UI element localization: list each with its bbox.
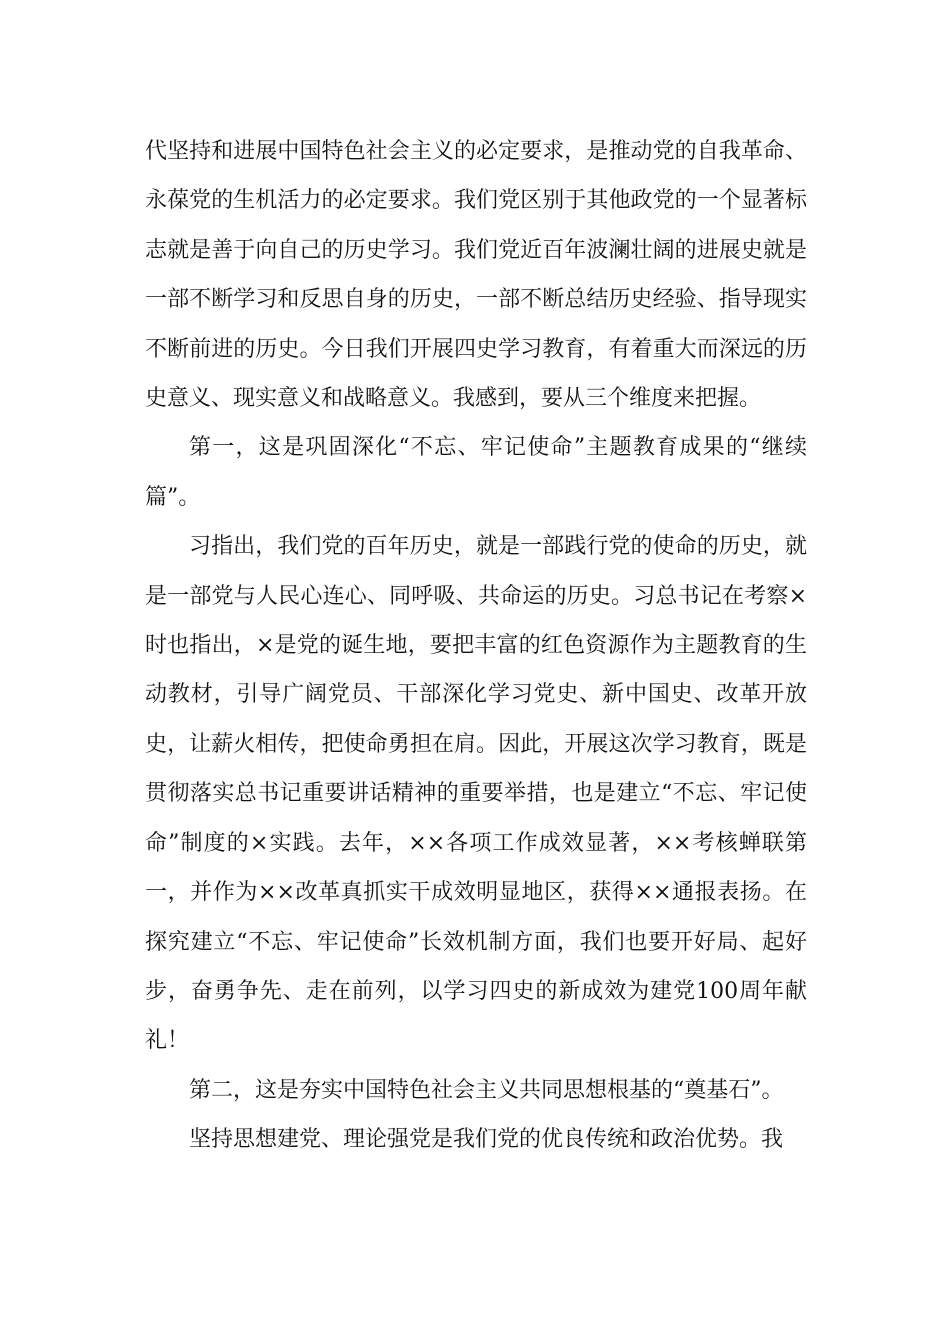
paragraph-2: 第一，这是巩固深化“不忘、牢记使命”主题教育成果的“继续篇”。 xyxy=(145,435,807,510)
paragraph-1: 代坚持和进展中国特色社会主义的必定要求，是推动党的自我革命、永葆党的生机活力的必定要求。我们党区别于其他政党的一个显著标志就是善于向自己的历史学习。我们党近百年波澜壮阔的进展史就是一部不断学习和反思自身的历史，一部不断总结历史经验、指导现实不断前进的历史。今日我们开展四史学习教育，有着重大而深远的历史意义、现实意义和战略意义。我感到，要从三个维度来把握。 xyxy=(145,139,807,412)
paragraph-5: 坚持思想建党、理论强党是我们党的优良传统和政治优势。我 xyxy=(189,1127,784,1153)
paragraph-4: 第二，这是夯实中国特色社会主义共同思想根基的“奠基石”。 xyxy=(189,1077,784,1103)
document-body xyxy=(145,127,807,1165)
paragraph-3: 习指出，我们党的百年历史，就是一部践行党的使命的历史，就是一部党与人民心连心、同呼吸、共命运的历史。习总书记在考察×时也指出，×是党的诞生地，要把丰富的红色资源作为主题教育的生动教材，引导广阔党员、干部深化学习党史、新中国史、改革开放史，让薪火相传，把使命勇担在肩。因此，开展这次学习教育，既是贯彻落实总书记重要讲话精神的重要举措，也是建立“不忘、牢记使命”制度的×实践。去年，××各项工作成效显著，××考核蝉联第一，并作为××改革真抓实干成效明显地区，获得××通报表扬。在探究建立“不忘、牢记使命”长效机制方面，我们也要开好局、起好步，奋勇争先、走在前列，以学习四史的新成效为建党100周年献礼！ xyxy=(145,534,807,1054)
